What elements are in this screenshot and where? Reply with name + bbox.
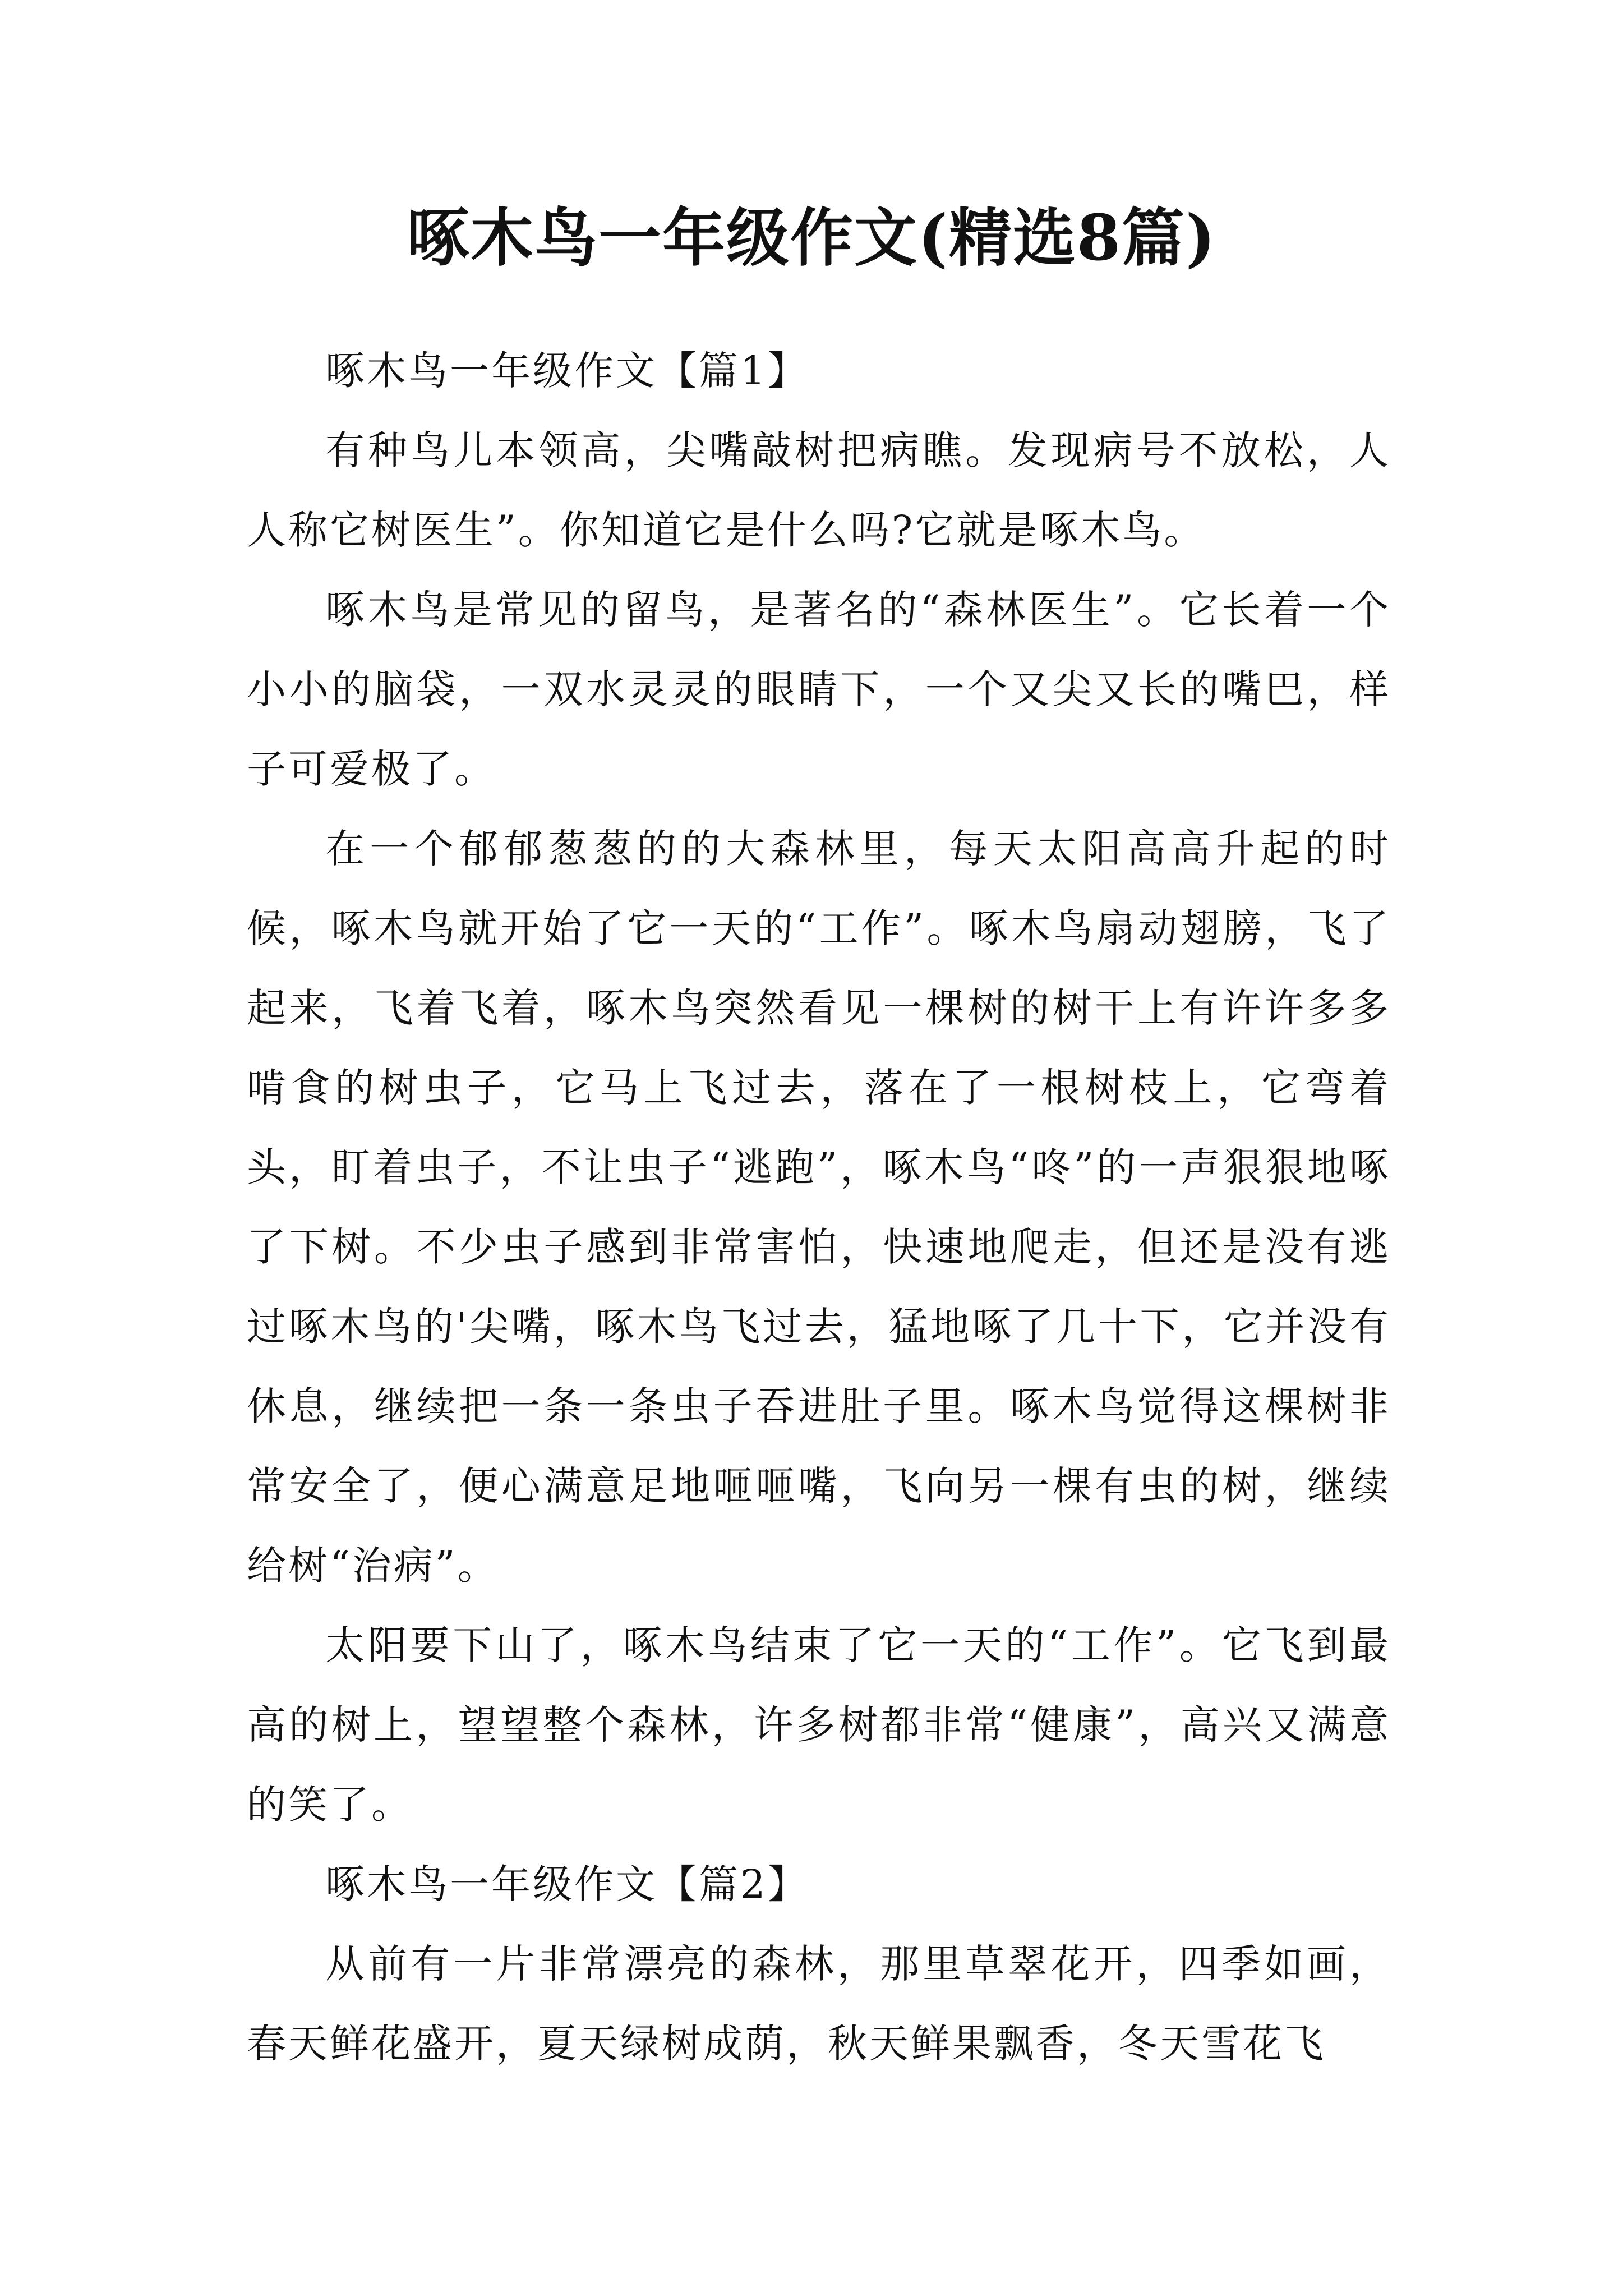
paragraph: 有种鸟儿本领高，尖嘴敲树把病瞧。发现病号不放松，人人称它树医生”。你知道它是什么吗?它就是啄木鸟。 [247, 427, 1391, 553]
paragraph: 从前有一片非常漂亮的森林，那里草翠花开，四季如画，春天鲜花盛开，夏天绿树成荫，秋天鲜果飘香，冬天雪花飞 [247, 1941, 1391, 2067]
paragraph: 啄木鸟是常见的留鸟，是著名的“森林医生”。它长着一个小小的脑袋，一双水灵灵的眼睛下，一个又尖又长的嘴巴，样子可爱极了。 [247, 587, 1391, 792]
paragraph: 在一个郁郁葱葱的的大森林里，每天太阳高高升起的时候，啄木鸟就开始了它一天的“工作”。啄木鸟扇动翅膀，飞了起来，飞着飞着，啄木鸟突然看见一棵树的树干上有许许多多啃食的树虫子，它马上飞过去，落在了一根树枝上，它弯着头，盯着虫子，不让虫子“逃跑”，啄木鸟“咚”的一声狠狠地啄了下树。不少虫子感到非常害怕，快速地爬走，但还是没有逃过啄木鸟的'尖嘴，啄木鸟飞过去，猛地啄了几十下，它并没有休息，继续把一条一条虫子吞进肚子里。啄木鸟觉得这棵树非常安全了，便心满意足地咂咂嘴，飞向另一棵有虫的树，继续给树“治病”。 [247, 826, 1391, 1589]
section-heading: 啄木鸟一年级作文【篇1】 [325, 348, 809, 394]
paragraph: 太阳要下山了，啄木鸟结束了它一天的“工作”。它飞到最高的树上，望望整个森林，许多树都非常“健康”，高兴又满意的笑了。 [247, 1622, 1391, 1828]
document-title: 啄木鸟一年级作文(精选8篇) [407, 201, 1216, 275]
section-heading: 啄木鸟一年级作文【篇2】 [325, 1861, 809, 1907]
document-body [247, 331, 1391, 2083]
